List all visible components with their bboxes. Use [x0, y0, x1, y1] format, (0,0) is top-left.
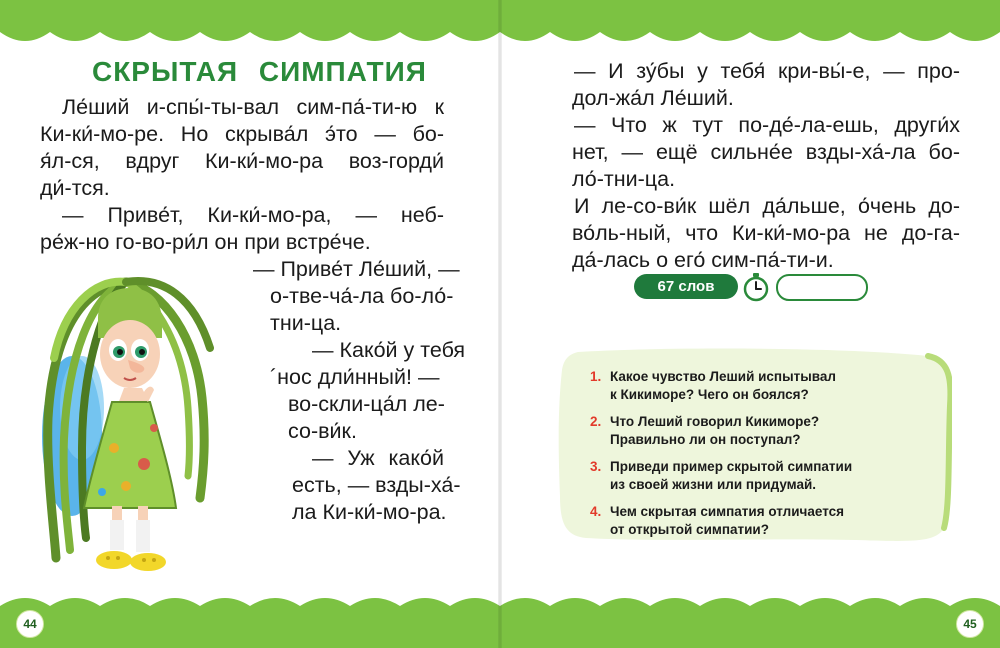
questions-box [556, 346, 952, 544]
story-line: Ки-ки́-мо-ре. Но скрыва́л э́то — бо- [40, 122, 444, 146]
question-number: 1. [590, 369, 602, 384]
kikimora-illustration [34, 268, 218, 590]
right-story-text [572, 58, 960, 274]
word-count-badge: 67 слов [634, 274, 738, 299]
page-number-right: 45 [956, 610, 984, 638]
page-title: СКРЫТАЯ СИМПАТИЯ [92, 56, 427, 87]
story-line: ди́-тся. [40, 176, 110, 200]
story-line: тни-ца. [270, 311, 342, 335]
question-text: Что Леший говорил Кикиморе? Правильно ли он поступал? [610, 414, 820, 447]
question-item [590, 503, 852, 539]
story-line: — Приве́т Ле́ший, — [253, 257, 460, 281]
story-line: во-скли-ца́л ле- [288, 392, 445, 416]
question-number: 3. [590, 459, 602, 474]
story-line: дол-жа́л Ле́ший. [572, 86, 734, 110]
story-line: я́л-ся, вдруг Ки-ки́-мо-ра воз-горди́ [40, 149, 444, 173]
book-spine [498, 0, 502, 648]
story-line: Ле́ший и-спы́-ты-вал сим-па́-ти-ю к [62, 95, 444, 119]
story-line: — Како́й у тебя [312, 338, 466, 362]
story-line: со-ви́к. [288, 419, 357, 443]
story-line: есть, — взды-ха́- [292, 473, 461, 497]
question-number: 4. [590, 504, 602, 519]
story-line: во́ль-ный, что Ки-ки́-мо-ра не до-га- [572, 221, 960, 245]
story-line: И ле-со-ви́к шёл да́льше, о́чень до- [574, 194, 960, 218]
reading-time-field[interactable] [776, 274, 868, 301]
story-line: ла Ки-ки́-мо-ра. [292, 500, 447, 524]
story-line: о-тве-ча́-ла бо-ло́- [270, 284, 454, 308]
question-text: Какое чувство Леший испытывал к Кикиморе? Чего он боялся? [610, 369, 836, 402]
question-item [590, 368, 852, 404]
question-text: Приведи пример скрытой симпатии из своей жизни или придумай. [610, 459, 853, 492]
question-text: Чем скрытая симпатия отличается от открытой симпатии? [610, 504, 845, 537]
story-line: нет, — ещё сильне́е взды-ха́-ла бо- [572, 140, 960, 164]
story-line: — Что ж тут по-де́-ла-ешь, други́х [574, 113, 960, 137]
question-item [590, 458, 852, 494]
story-line: — И зу́бы у тебя́ кри-вы́-е, — про- [574, 59, 960, 83]
question-number: 2. [590, 414, 602, 429]
story-line: ´нос дли́нный! — [270, 365, 440, 389]
story-line: да́-лась о его́ сим-па́-ти-и. [572, 248, 834, 272]
question-item [590, 413, 852, 449]
stopwatch-icon [740, 272, 772, 302]
story-line: ре́ж-но го-во-ри́л он при встре́че. [40, 230, 371, 254]
questions-list [590, 368, 852, 548]
story-line: ло́-тни-ца. [572, 167, 676, 191]
story-line: — Уж како́й [312, 446, 444, 470]
story-line: — Приве́т, Ки-ки́-мо-ра, — неб- [62, 203, 444, 227]
page-number-left: 44 [16, 610, 44, 638]
